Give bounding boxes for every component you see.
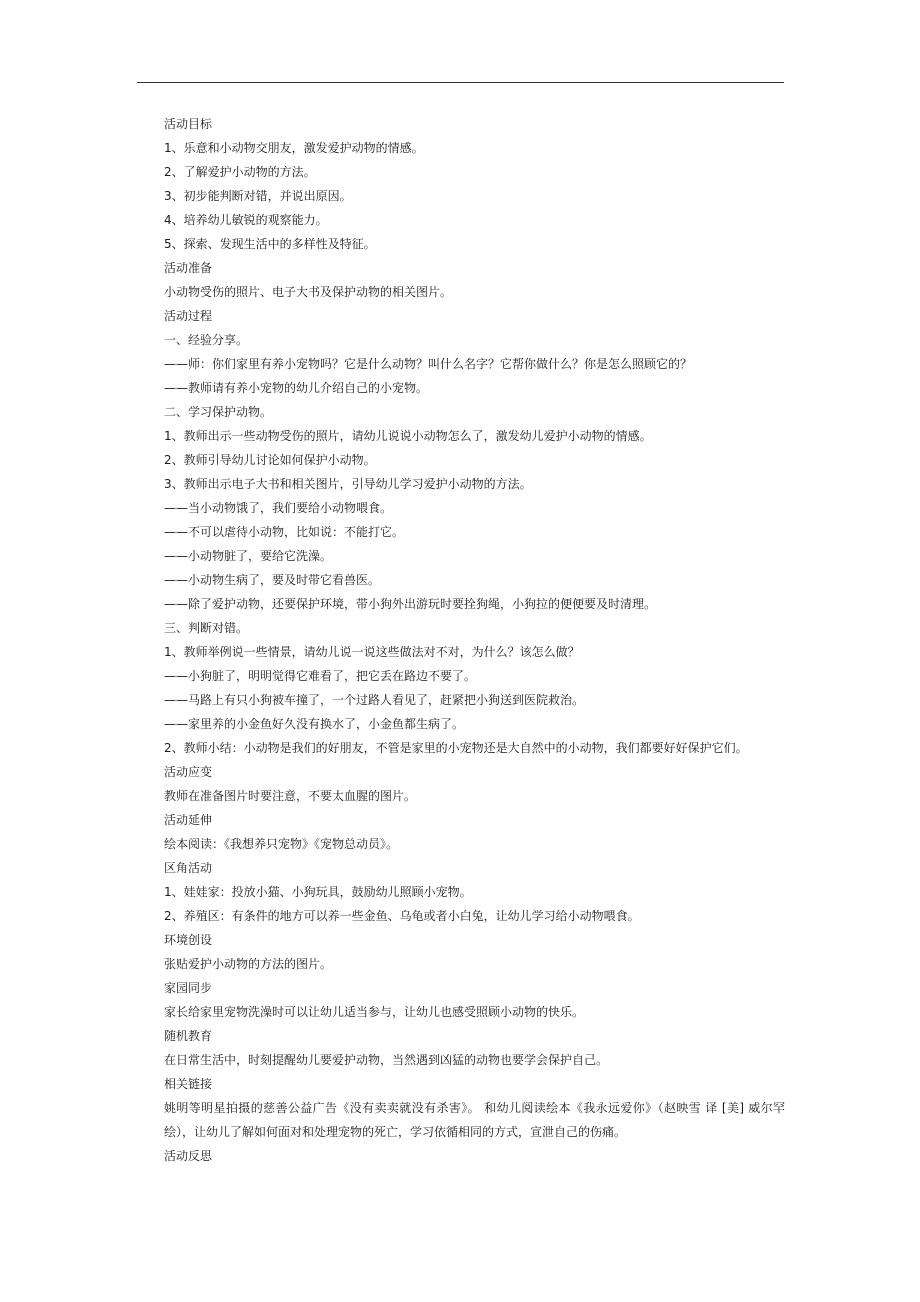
- text-line: 在日常生活中，时刻提醒幼儿要爱护动物，当然遇到凶猛的动物也要学会保护自己。: [164, 1053, 609, 1067]
- text-line: 一、经验分享。: [164, 333, 249, 347]
- list-item: 2、了解爱护小动物的方法。: [164, 165, 316, 179]
- text-line: 二、学习保护动物。: [164, 405, 273, 419]
- section-heading: 活动目标: [164, 117, 213, 131]
- section-heading: 随机教育: [164, 1029, 213, 1043]
- text-line: ——马路上有只小狗被车撞了，一个过路人看见了，赶紧把小狗送到医院救治。: [164, 693, 585, 707]
- section-heading: 区角活动: [164, 861, 213, 875]
- text-line: 小动物受伤的照片、电子大书及保护动物的相关图片。: [164, 285, 453, 299]
- section-heading: 活动应变: [164, 765, 213, 779]
- section-heading: 相关链接: [164, 1077, 213, 1091]
- text-line: ——不可以虐待小动物，比如说：不能打它。: [164, 525, 405, 539]
- list-item: 2、教师引导幼儿讨论如何保护小动物。: [164, 453, 376, 467]
- text-line: 教师在准备图片时要注意，不要太血腥的图片。: [164, 789, 417, 803]
- related-links-paragraph: 姚明等明星拍摄的慈善公益广告《没有卖卖就没有杀害》。 和幼儿阅读绘本《我永远爱你》（赵映雪 译 [美] 威尔罕 绘），让幼儿了解如何面对和处理宠物的死亡，学习依循相同的方式，宣泄自己的伤痛。: [164, 1101, 785, 1139]
- text-line: 绘本阅读：《我想养只宠物》《宠物总动员》。: [164, 837, 399, 851]
- text-line: ——小狗脏了，明明觉得它难看了，把它丢在路边不要了。: [164, 669, 477, 683]
- text-line: ——当小动物饿了，我们要给小动物喂食。: [164, 501, 393, 515]
- section-heading: 活动过程: [164, 309, 213, 323]
- text-line: ——小动物生病了，要及时带它看兽医。: [164, 573, 381, 587]
- document-body: [137, 112, 785, 1168]
- list-item: 1、教师出示一些动物受伤的照片，请幼儿说说小动物怎么了，激发幼儿爱护小动物的情感。: [164, 429, 652, 443]
- list-item: 2、教师小结：小动物是我们的好朋友，不管是家里的小宠物还是大自然中的小动物，我们都要好好保护它们。: [164, 741, 748, 755]
- text-line: 家长给家里宠物洗澡时可以让幼儿适当参与，让幼儿也感受照顾小动物的快乐。: [164, 1005, 585, 1019]
- list-item: 1、娃娃家：投放小猫、小狗玩具，鼓励幼儿照顾小宠物。: [164, 885, 472, 899]
- section-heading-reflection: 活动反思: [164, 1149, 213, 1163]
- list-item: 2、养殖区：有条件的地方可以养一些金鱼、乌龟或者小白兔，让幼儿学习给小动物喂食。: [164, 909, 640, 923]
- text-line: ——家里养的小金鱼好久没有换水了，小金鱼都生病了。: [164, 717, 465, 731]
- document-lines: [137, 112, 785, 1096]
- section-heading: 家园同步: [164, 981, 213, 995]
- section-heading: 活动延伸: [164, 813, 213, 827]
- header-divider: [137, 82, 784, 83]
- section-heading: 活动准备: [164, 261, 213, 275]
- text-line: ——除了爱护动物，还要保护环境，带小狗外出游玩时要拴狗绳，小狗拉的便便要及时清理。: [164, 597, 657, 611]
- list-item: 4、培养幼儿敏锐的观察能力。: [164, 213, 328, 227]
- text-line: ——师：你们家里有养小宠物吗？它是什么动物？叫什么名字？它帮你做什么？你是怎么照顾它的？: [164, 357, 693, 371]
- list-item: 3、教师出示电子大书和相关图片，引导幼儿学习爱护小动物的方法。: [164, 477, 532, 491]
- text-line: ——小动物脏了，要给它洗澡。: [164, 549, 333, 563]
- list-item: 3、初步能判断对错，并说出原因。: [164, 189, 352, 203]
- list-item: 1、乐意和小动物交朋友，激发爱护动物的情感。: [164, 141, 424, 155]
- section-heading: 环境创设: [164, 933, 213, 947]
- text-line: 三、判断对错。: [164, 621, 249, 635]
- list-item: 5、探索、发现生活中的多样性及特征。: [164, 237, 376, 251]
- text-line: 张贴爱护小动物的方法的图片。: [164, 957, 333, 971]
- text-line: ——教师请有养小宠物的幼儿介绍自己的小宠物。: [164, 381, 429, 395]
- list-item: 1、教师举例说一些情景，请幼儿说一说这些做法对不对，为什么？该怎么做？: [164, 645, 580, 659]
